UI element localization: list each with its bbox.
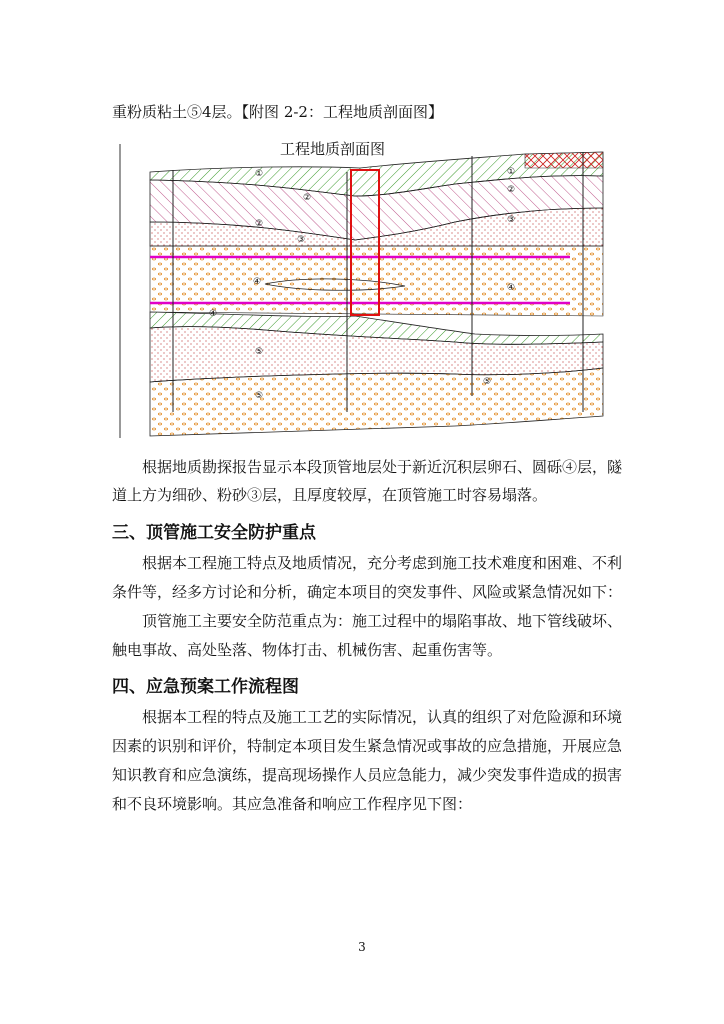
layer-marker: ③ [507, 215, 516, 225]
para2-line2: 条件等，经多方讨论和分析，确定本项目的突发事件、风险或紧急情况如下： [112, 583, 623, 601]
para2-line1: 根据本工程施工特点及地质情况，充分考虑到施工技术难度和困难、不利 [142, 554, 623, 572]
layer-marker: ① [507, 167, 516, 177]
layer-marker: ② [255, 219, 264, 229]
layer-marker: ④ [507, 283, 516, 293]
layer-marker: ④ [209, 309, 218, 319]
para4-line1: 根据本工程的特点及施工工艺的实际情况，认真的组织了对危险源和环境 [142, 708, 623, 726]
section-3-title: 三、顶管施工安全防护重点 [112, 523, 316, 543]
para4-line4: 和不良环境影响。其应急准备和响应工作程序见下图： [112, 795, 473, 813]
para4-line2: 因素的识别和评价，特制定本项目发生紧急情况或事故的应急措施，开展应急 [112, 737, 623, 755]
para3-line1: 顶管施工主要安全防范重点为：施工过程中的塌陷事故、地下管线破坏、 [142, 612, 623, 630]
layer-marker: ⑤ [483, 377, 492, 387]
layer-bottom-fill [150, 368, 603, 436]
fill-region-top-right [525, 152, 603, 168]
para4-line3: 知识教育和应急演练，提高现场操作人员应急能力，减少突发事件造成的损害 [112, 766, 623, 784]
layer-marker: ⑤ [255, 391, 264, 401]
para1-line1: 根据地质勘探报告显示本段顶管地层处于新近沉积层卵石、圆砾④层，隧 [142, 458, 623, 476]
para3-line2: 触电事故、高处坠落、物体打击、机械伤害、起重伤害等。 [112, 641, 503, 659]
figure-title: 工程地质剖面图 [280, 140, 386, 158]
geological-section-figure [115, 136, 605, 442]
para1-line2: 道上方为细砂、粉砂③层，且厚度较厚，在顶管施工时容易塌落。 [112, 486, 548, 504]
layer-marker: ① [255, 169, 264, 179]
layer-marker: ⑤ [255, 347, 264, 357]
layer-marker: ② [507, 185, 516, 195]
layer-marker: ④ [253, 277, 262, 287]
page-number: 3 [358, 940, 366, 954]
section-4-title: 四、应急预案工作流程图 [112, 677, 299, 697]
layer-marker: ③ [297, 235, 306, 245]
layer-marker: ② [303, 193, 312, 203]
intro-line: 重粉质粘土⑤4层。【附图 2-2：工程地质剖面图】 [112, 103, 443, 121]
